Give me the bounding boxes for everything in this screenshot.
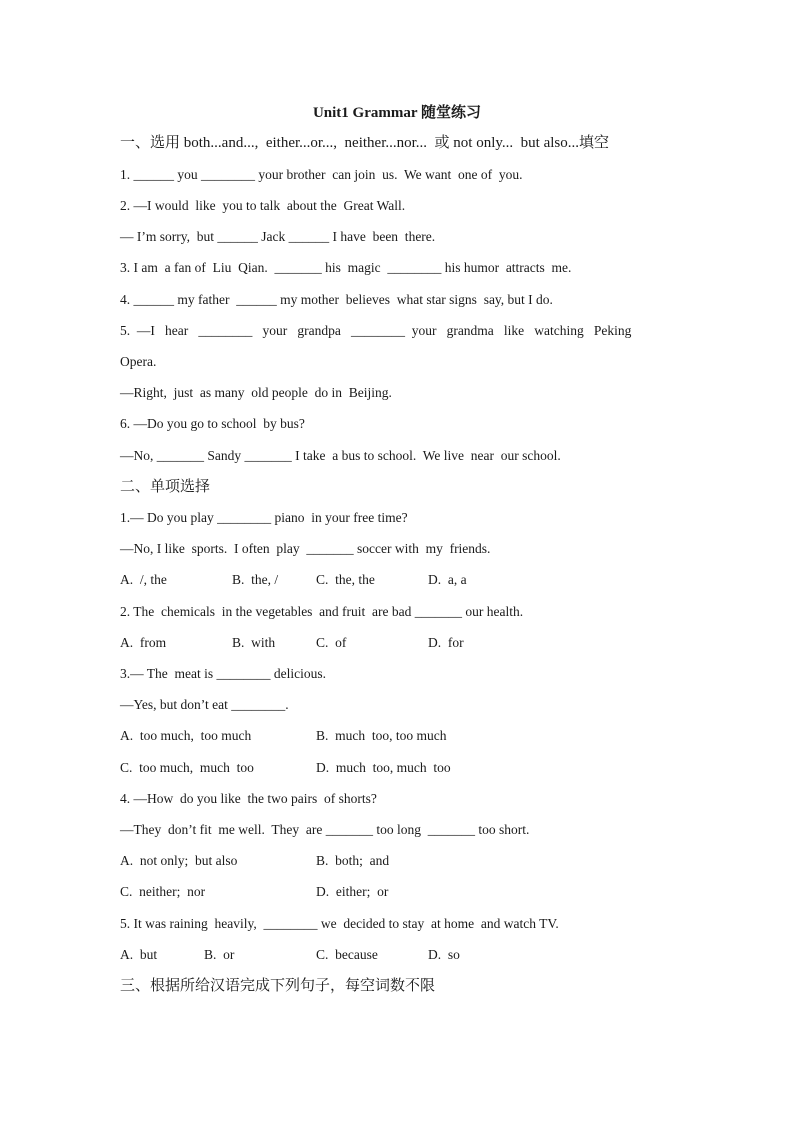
section-3-heading: 三、根据所给汉语完成下列句子，每空词数不限 [120,978,436,994]
section-2-heading: 二、单项选择 [120,479,211,495]
part2-question-5: 5. It was raining heavily, ________ we decided to stay at home and watch TV. [120,916,559,931]
part1-question-2-reply: — I’m sorry, but ______ Jack ______ I have been there. [120,229,436,244]
part2-q1-option-b: B. the, / [232,572,279,587]
part2-q1-option-d: D. a, a [428,572,467,587]
part2-question-3-reply: —Yes, but don’t eat ________. [120,697,289,712]
part2-q2-option-c: C. of [316,635,347,650]
part2-q3-option-a: A. too much, too much [120,728,252,743]
part1-question-5-reply: —Right, just as many old people do in Beijing. [120,385,392,400]
part2-q2-option-d: D. for [428,635,464,650]
part1-question-2-prompt: 2. —I would like you to talk about the Great Wall. [120,198,406,213]
part2-question-1-prompt: 1.— Do you play ________ piano in your free time? [120,510,408,525]
part1-question-4: 4. ______ my father ______ my mother believes what star signs say, but I do. [120,292,553,307]
part2-q5-option-c: C. because [316,947,378,962]
part2-question-2: 2. The chemicals in the vegetables and fruit are bad _______ our health. [120,604,524,619]
part2-q2-option-a: A. from [120,635,167,650]
part2-q3-option-d: D. much too, much too [316,760,451,775]
part2-q5-option-d: D. so [428,947,460,962]
part2-q5-option-b: B. or [204,947,235,962]
part1-question-5-continued: Opera. [120,354,157,369]
part1-question-5-prompt: 5. —I hear ________ your grandpa ________ your grandma like watching Peking [120,323,632,338]
part1-question-3: 3. I am a fan of Liu Qian. _______ his magic ________ his humor attracts me. [120,260,572,275]
section-1-heading: 一、选用 both...and..., either...or..., neither...nor... 或 not only... but also...填空 [120,135,609,151]
part2-q4-option-c: C. neither; nor [120,884,206,899]
part2-q1-option-a: A. /, the [120,572,167,587]
part1-question-6-reply: —No, _______ Sandy _______ I take a bus to school. We live near our school. [120,448,561,463]
part2-q4-option-d: D. either; or [316,884,389,899]
part2-q4-option-b: B. both; and [316,853,390,868]
part2-q1-option-c: C. the, the [316,572,375,587]
part2-q3-option-b: B. much too, too much [316,728,447,743]
part2-q2-option-b: B. with [232,635,276,650]
part2-q5-option-a: A. but [120,947,158,962]
part2-question-4-prompt: 4. —How do you like the two pairs of shorts? [120,791,377,806]
part1-question-6-prompt: 6. —Do you go to school by bus? [120,416,305,431]
page-title: Unit1 Grammar 随堂练习 [312,105,482,121]
part2-q4-option-a: A. not only; but also [120,853,238,868]
part2-question-3-prompt: 3.— The meat is ________ delicious. [120,666,326,681]
part2-question-1-reply: —No, I like sports. I often play _______ soccer with my friends. [120,541,491,556]
part1-question-1: 1. ______ you ________ your brother can join us. We want one of you. [120,167,523,182]
part2-q3-option-c: C. too much, much too [120,760,254,775]
part2-question-4-reply: —They don’t fit me well. They are _______ too long _______ too short. [120,822,530,837]
